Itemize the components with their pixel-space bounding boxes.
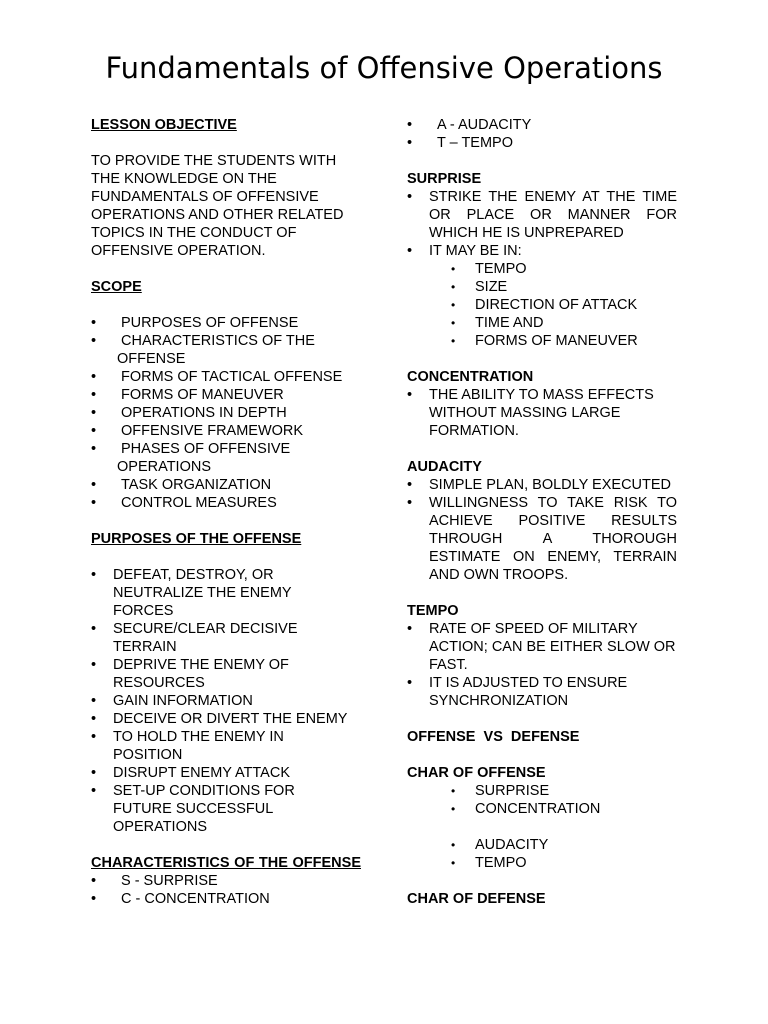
list-item: • CHARACTERISTICS OF THE OFFENSE (91, 332, 329, 368)
list-item: • DECEIVE OR DIVERT THE ENEMY (91, 710, 361, 728)
characteristics-list (91, 872, 361, 908)
list-item: • SET-UP CONDITIONS FOR FUTURE SUCCESSFUL OPERATIONS (91, 782, 313, 836)
list-item: • CONCENTRATION (407, 800, 677, 818)
lesson-objective-text: TO PROVIDE THE STUDENTS WITH THE KNOWLEDGE ON THE FUNDAMENTALS OF OFFENSIVE OPERATIONS AND OTHER RELATED TOPICS IN THE CONDUCT OF OFFENSIVE OPERATION. (91, 153, 344, 259)
char-of-offense-list (407, 782, 677, 818)
audacity-heading: AUDACITY (407, 459, 482, 475)
surprise-sublist (407, 260, 677, 350)
list-item: • IT MAY BE IN: (407, 242, 677, 260)
list-item: • TO HOLD THE ENEMY IN POSITION (91, 728, 323, 764)
list-item: • RATE OF SPEED OF MILITARY ACTION; CAN BE EITHER SLOW OR FAST. (407, 620, 679, 674)
audacity-list (407, 476, 677, 584)
list-item: • OPERATIONS IN DEPTH (91, 404, 361, 422)
characteristics-list-cont (407, 116, 677, 152)
right-column (407, 116, 677, 908)
document-title: Fundamentals of Offensive Operations (105, 51, 663, 85)
list-item: • SECURE/CLEAR DECISIVE TERRAIN (91, 620, 327, 656)
list-item: • DIRECTION OF ATTACK (407, 296, 677, 314)
list-item: • WILLINGNESS TO TAKE RISK TO ACHIEVE POSITIVE RESULTS THROUGH A THOROUGH ESTIMATE ON ENEMY, TERRAIN AND OWN TROOPS. (407, 494, 677, 584)
list-item: • DEPRIVE THE ENEMY OF RESOURCES (91, 656, 327, 692)
surprise-list (407, 188, 677, 260)
concentration-list (407, 386, 677, 440)
list-item: • TIME AND (407, 314, 677, 332)
scope-list (91, 314, 361, 512)
list-item: • CONTROL MEASURES (91, 494, 361, 512)
tempo-heading: TEMPO (407, 603, 459, 619)
list-item: • IT IS ADJUSTED TO ENSURE SYNCHRONIZATION (407, 674, 679, 710)
list-item: • TEMPO (407, 854, 677, 872)
list-item: • STRIKE THE ENEMY AT THE TIME OR PLACE OR MANNER FOR WHICH HE IS UNPREPARED (407, 188, 677, 242)
char-of-offense-heading: CHAR OF OFFENSE (407, 765, 546, 781)
list-item: • AUDACITY (407, 836, 677, 854)
list-item: • DEFEAT, DESTROY, OR NEUTRALIZE THE ENEMY FORCES (91, 566, 327, 620)
list-item: • FORMS OF TACTICAL OFFENSE (91, 368, 361, 386)
left-column (91, 116, 361, 908)
list-item: • OFFENSIVE FRAMEWORK (91, 422, 361, 440)
list-item: • TASK ORGANIZATION (91, 476, 361, 494)
list-item: • THE ABILITY TO MASS EFFECTS WITHOUT MASSING LARGE FORMATION. (407, 386, 659, 440)
list-item: • PURPOSES OF OFFENSE (91, 314, 361, 332)
list-item: • SIMPLE PLAN, BOLDLY EXECUTED (407, 476, 677, 494)
char-of-defense-heading: CHAR OF DEFENSE (407, 891, 546, 907)
characteristics-heading: CHARACTERISTICS OF THE OFFENSE (91, 855, 361, 871)
list-item: • SURPRISE (407, 782, 677, 800)
list-item: • GAIN INFORMATION (91, 692, 361, 710)
char-of-offense-list-cont (407, 836, 677, 872)
list-item: • TEMPO (407, 260, 677, 278)
list-item: • FORMS OF MANEUVER (91, 386, 361, 404)
purposes-heading: PURPOSES OF THE OFFENSE (91, 531, 302, 547)
purposes-list (91, 566, 361, 836)
list-item: • FORMS OF MANEUVER (407, 332, 677, 350)
list-item: • S - SURPRISE (91, 872, 361, 890)
lesson-objective-heading: LESSON OBJECTIVE (91, 117, 237, 133)
tempo-list (407, 620, 677, 710)
concentration-heading: CONCENTRATION (407, 369, 534, 385)
list-item: • C - CONCENTRATION (91, 890, 361, 908)
offense-vs-defense-heading: OFFENSE VS DEFENSE (407, 729, 580, 745)
list-item: • DISRUPT ENEMY ATTACK (91, 764, 361, 782)
list-item: • A - AUDACITY (407, 116, 677, 134)
scope-heading: SCOPE (91, 279, 142, 295)
surprise-heading: SURPRISE (407, 171, 482, 187)
list-item: • T – TEMPO (407, 134, 677, 152)
list-item: • PHASES OF OFFENSIVE OPERATIONS (91, 440, 307, 476)
list-item: • SIZE (407, 278, 677, 296)
